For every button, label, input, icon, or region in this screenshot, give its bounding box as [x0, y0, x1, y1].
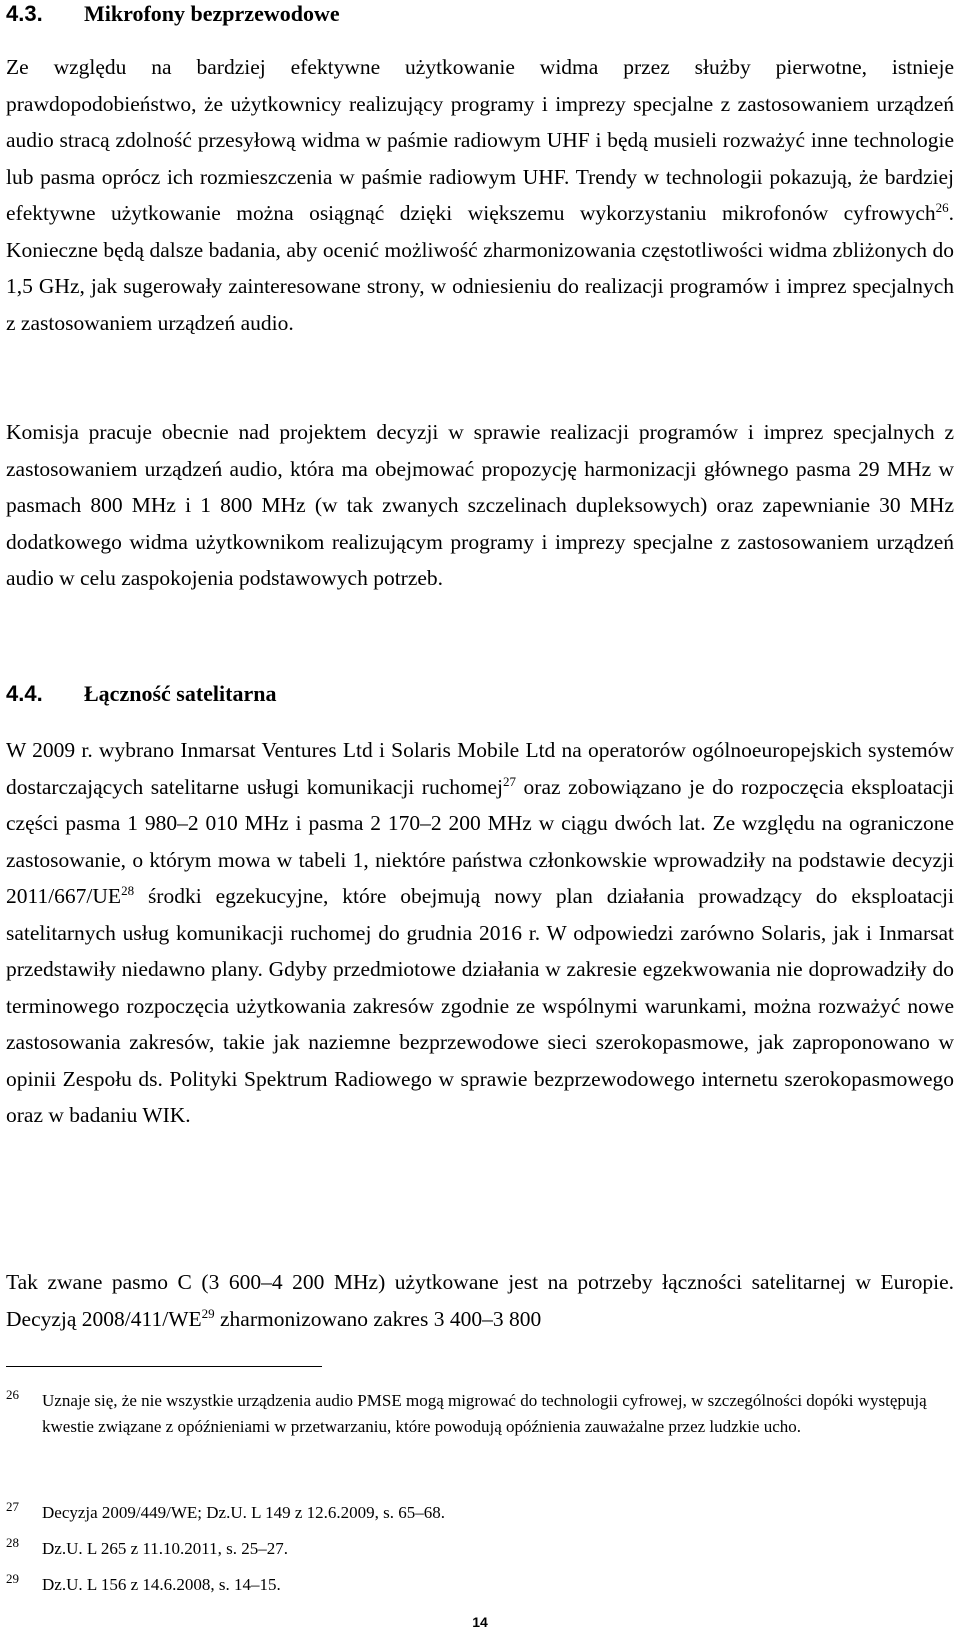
section-title: Łączność satelitarna	[84, 681, 277, 706]
paragraph-2-text: Komisja pracuje obecnie nad projektem decyzji w sprawie realizacji programów i imprez specjalnych z zastosowaniem urządzeń audio, która ma obejmować propozycję harmonizacji głównego pasma 29 MHz w pasmach 800 MHz i 1 800 MHz (w tak zwanych szczelinach dupleksowych) oraz zapewnianie 30 MHz dodatkowego widma użytkownikom realizującym programy i imprezy specjalne z zastosowaniem urządzeń audio w celu zaspokojenia podstawowych potrzeb.	[6, 420, 954, 590]
paragraph-2	[6, 414, 954, 597]
footnote-number: 29	[6, 1571, 19, 1586]
footnote-text: Dz.U. L 265 z 11.10.2011, s. 25–27.	[42, 1539, 289, 1558]
paragraph-3-text-a: W 2009 r. wybrano Inmarsat Ventures Ltd i Solaris Mobile Ltd na operatorów ogólnoeuropejskich systemów dostarczających satelitarne usługi komunikacji ruchomej	[6, 738, 954, 799]
footnote-text: Uznaje się, że nie wszystkie urządzenia audio PMSE mogą migrować do technologii cyfrowej, w szczególności dopóki występują kwestie związane z opóźnieniami w przetwarzaniu, które powodują opóźnienia zauważalne przez ludzkie ucho.	[42, 1391, 927, 1436]
paragraph-4-text-b: zharmonizowano zakres 3 400–3 800	[214, 1306, 542, 1331]
section-heading-4-3	[6, 0, 340, 28]
section-heading-4-4	[6, 680, 276, 708]
footnote-ref-28[interactable]: 28	[121, 882, 135, 898]
footnote-29	[6, 1572, 954, 1598]
footnote-number: 27	[6, 1499, 19, 1514]
section-title: Mikrofony bezprzewodowe	[84, 1, 340, 26]
paragraph-1-text-b: . Konieczne będą dalsze badania, aby ocenić możliwość zharmonizowania częstotliwości widma zbliżonych do 1,5 GHz, jak sugerowały zainteresowane strony, w odniesieniu do realizacji programów i imprez specjalnych z zastosowaniem urządzeń audio.	[6, 201, 954, 335]
paragraph-4	[6, 1264, 954, 1337]
paragraph-1	[6, 49, 954, 341]
footnote-ref-27[interactable]: 27	[503, 773, 516, 789]
footnote-ref-29[interactable]: 29	[201, 1305, 215, 1321]
footnote-separator	[6, 1366, 322, 1367]
footnote-28	[6, 1536, 954, 1562]
footnote-26	[6, 1388, 954, 1440]
footnote-number: 26	[6, 1387, 19, 1402]
section-number: 4.4.	[6, 681, 43, 706]
footnote-27	[6, 1500, 954, 1526]
footnote-text: Dz.U. L 156 z 14.6.2008, s. 14–15.	[42, 1575, 281, 1594]
paragraph-3-text-c: środki egzekucyjne, które obejmują nowy plan działania prowadzący do eksploatacji satelitarnych usług komunikacji ruchomej do grudnia 2016 r. W odpowiedzi zarówno Solaris, jak i Inmarsat przedstawiły niedawno plany. Gdyby przedmiotowe działania w zakresie egzekwowania nie doprowadziły do terminowego rozpoczęcia użytkowania zakresów zgodnie ze wspólnymi warunkami, można rozważyć nowe zastosowania zakresów, takie jak naziemne bezprzewodowe sieci szerokopasmowe, jak zaproponowano w opinii Zespołu ds. Polityki Spektrum Radiowego w sprawie bezprzewodowego internetu szerokopasmowego oraz w badaniu WIK.	[6, 884, 954, 1127]
page-number: 14	[472, 1614, 488, 1630]
paragraph-3	[6, 732, 954, 1134]
paragraph-1-text-a: Ze względu na bardziej efektywne użytkowanie widma przez służby pierwotne, istnieje prawdopodobieństwo, że użytkownicy realizujący programy i imprezy specjalne z zastosowaniem urządzeń audio stracą zdolność przesyłową widma w paśmie radiowym UHF i będą musieli rozważyć inne technologie lub pasma oprócz ich rozmieszczenia w paśmie radiowym UHF. Trendy w technologii pokazują, że bardziej efektywne użytkowanie można osiągnąć dzięki większemu wykorzystaniu mikrofonów cyfrowych	[6, 55, 954, 225]
paragraph-4-text-a: Tak zwane pasmo C (3 600–4 200 MHz) użytkowane jest na potrzeby łączności satelitarnej w Europie. Decyzją 2008/411/WE	[6, 1270, 954, 1331]
paragraph-3-text-b: oraz zobowiązano je do rozpoczęcia eksploatacji części pasma 1 980–2 010 MHz i pasma 2 170–2 200 MHz w ciągu dwóch lat. Ze względu na ograniczone zastosowanie, o którym mowa w tabeli 1, niektóre państwa członkowskie wprowadziły na podstawie decyzji 2011/667/UE	[6, 774, 954, 908]
footnote-text: Decyzja 2009/449/WE; Dz.U. L 149 z 12.6.2009, s. 65–68.	[42, 1503, 446, 1522]
section-number: 4.3.	[6, 1, 43, 26]
footnote-number: 28	[6, 1535, 19, 1550]
footnote-ref-26[interactable]: 26	[935, 199, 949, 215]
